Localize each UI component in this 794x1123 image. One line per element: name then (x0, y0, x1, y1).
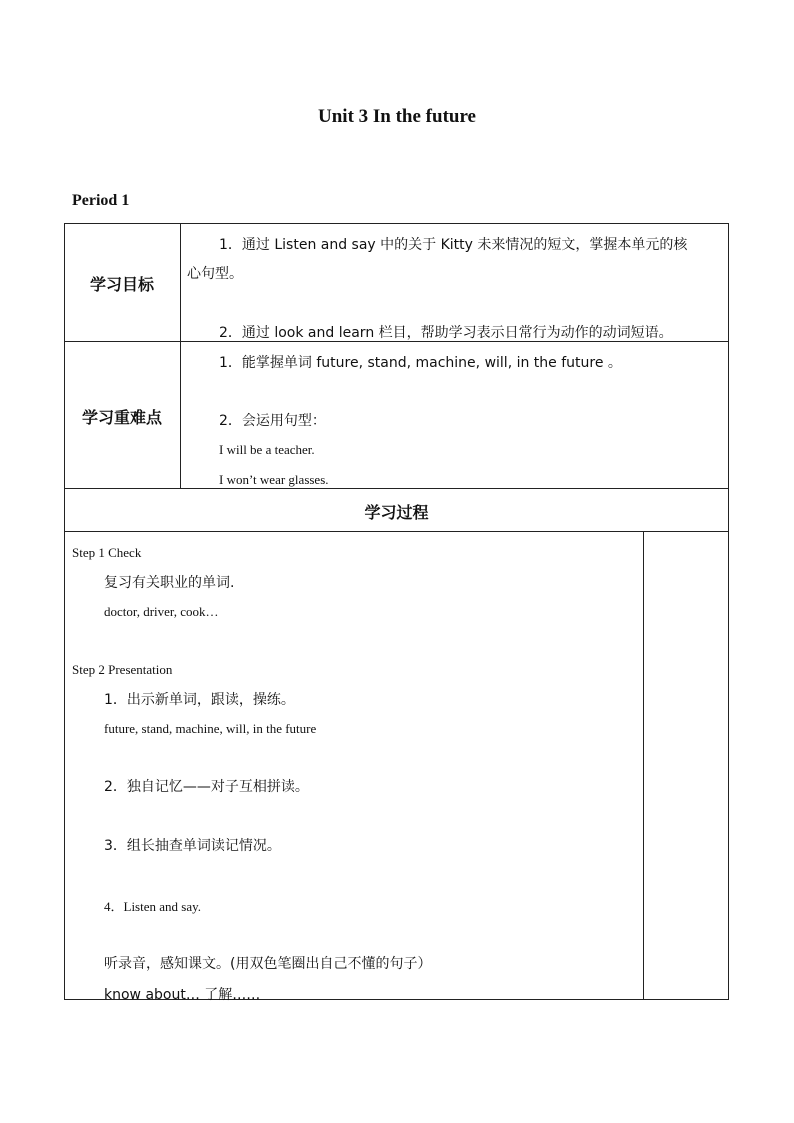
process-line-review: 复习有关职业的单词. (104, 575, 235, 591)
notes-column-divider (643, 531, 644, 1000)
label-column-divider (180, 223, 181, 488)
process-header: 学习过程 (364, 503, 429, 522)
process-line-vocab: future, stand, machine, will, in the future (104, 721, 317, 736)
document-title: Unit 3 In the future (318, 106, 476, 127)
objectives-label: 学习目标 (89, 275, 154, 294)
row-divider-3 (64, 531, 729, 532)
process-step-1-heading: Step 1 Check (72, 545, 142, 560)
key-points-line-3: I will be a teacher. (219, 442, 315, 457)
key-points-line-4: I won’t wear glasses. (219, 472, 329, 487)
process-line-know-about: know about… 了解…… (104, 987, 261, 1003)
key-points-line-2: 2．会运用句型： (219, 413, 326, 429)
objectives-line-2: 心句型。 (187, 266, 243, 282)
process-line-2: 2．独自记忆——对子互相拼读。 (104, 779, 309, 795)
objectives-line-1: 1．通过 Listen and say 中的关于 Kitty 未来情况的短文，掌握本单元的核 (219, 237, 688, 253)
key-points-label: 学习重难点 (81, 408, 162, 427)
process-step-2-heading: Step 2 Presentation (72, 662, 173, 677)
process-line-listen: 听录音，感知课文。(用双色笔圈出自己不懂的句子） (104, 956, 432, 972)
process-line-1: 1．出示新单词，跟读，操练。 (104, 692, 295, 708)
process-line-3: 3．组长抽查单词读记情况。 (104, 838, 281, 854)
period-heading: Period 1 (72, 192, 130, 209)
process-line-job-words: doctor, driver, cook… (104, 604, 219, 619)
objectives-line-3: 2．通过 look and learn 栏目，帮助学习表示日常行为动作的动词短语。 (219, 325, 673, 341)
row-divider-2 (64, 488, 729, 489)
process-line-4: 4．Listen and say. (104, 899, 201, 914)
key-points-line-1: 1．能掌握单词 future, stand, machine, will, in the future 。 (219, 355, 622, 371)
